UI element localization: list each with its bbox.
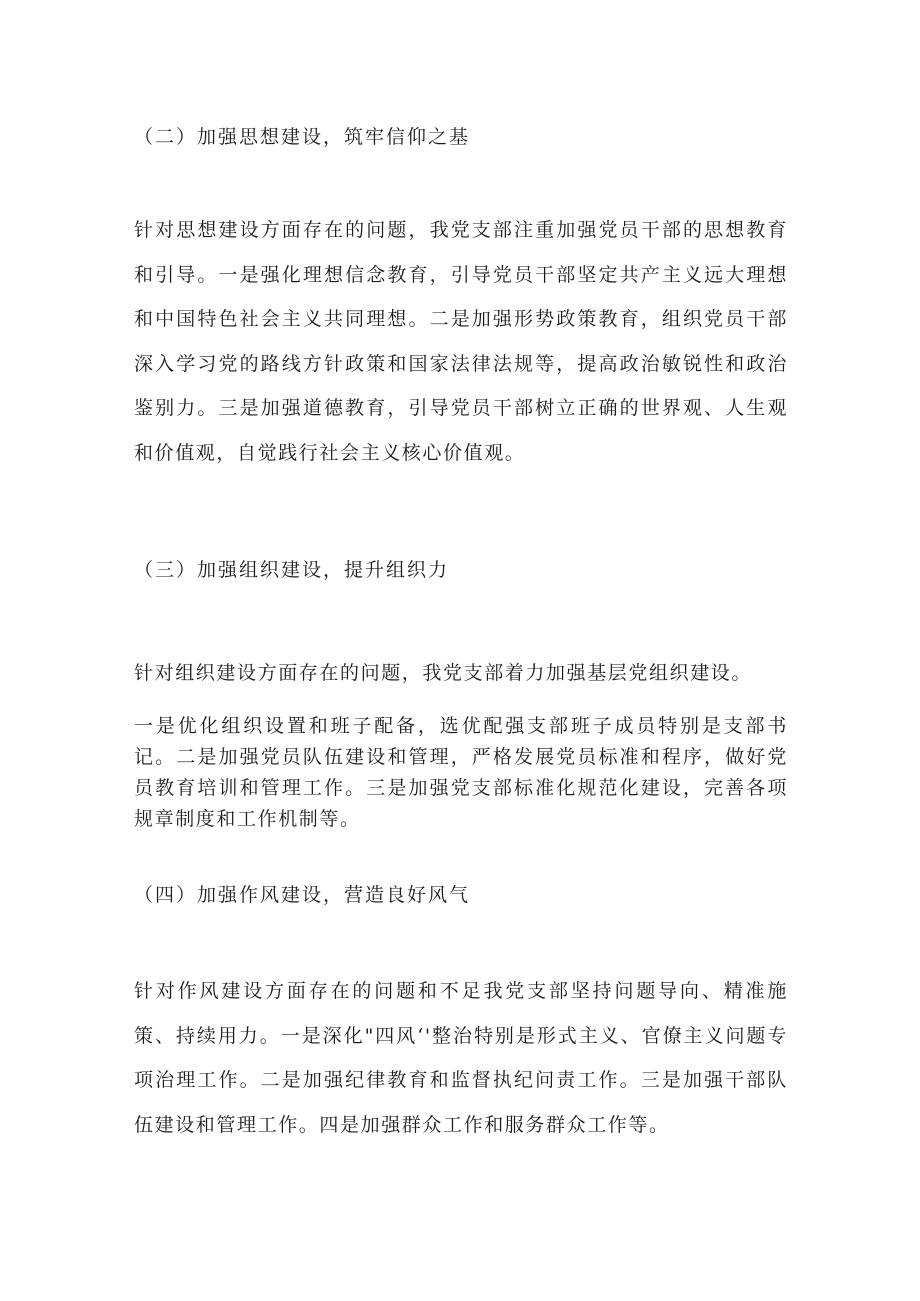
section-paragraph-4: 针对作风建设方面存在的问题和不足我党支部坚持问题导向、精准施策、持续用力。一是深化"四风‘'整治特别是形式主义、官僚主义问题专项治理工作。二是加强纪律教育和监督执纪问责工作。三是加强干部队伍建设和管理工作。四是加强群众工作和服务群众工作等。 bbox=[134, 980, 788, 1136]
section-heading-2: （二）加强思想建设，筑牢信仰之基 bbox=[134, 126, 471, 148]
section-paragraph-3b: 一是优化组织设置和班子配备，选优配强支部班子成员特别是支部书记。二是加强党员队伍建设和管理，严格发展党员标准和程序，做好党员教育培训和管理工作。三是加强党支部标准化规范化建设，完善各项规章制度和工作机制等。 bbox=[134, 715, 788, 830]
section-heading-4: （四）加强作风建设，营造良好风气 bbox=[134, 884, 471, 906]
section-heading-3: （三）加强组织建设，提升组织力 bbox=[134, 559, 450, 581]
section-paragraph-2: 针对思想建设方面存在的问题，我党支部注重加强党员干部的思想教育和引导。一是强化理想信念教育，引导党员干部坚定共产主义远大理想和中国特色社会主义共同理想。二是加强形势政策教育，组织党员干部深入学习党的路线方针政策和国家法律法规等，提高政治敏锐性和政治鉴别力。三是加强道德教育，引导党员干部树立正确的世界观、人生观和价值观，自觉践行社会主义核心价值观。 bbox=[134, 219, 788, 464]
section-paragraph-3a: 针对组织建设方面存在的问题，我党支部着力加强基层党组织建设。 bbox=[134, 662, 753, 684]
